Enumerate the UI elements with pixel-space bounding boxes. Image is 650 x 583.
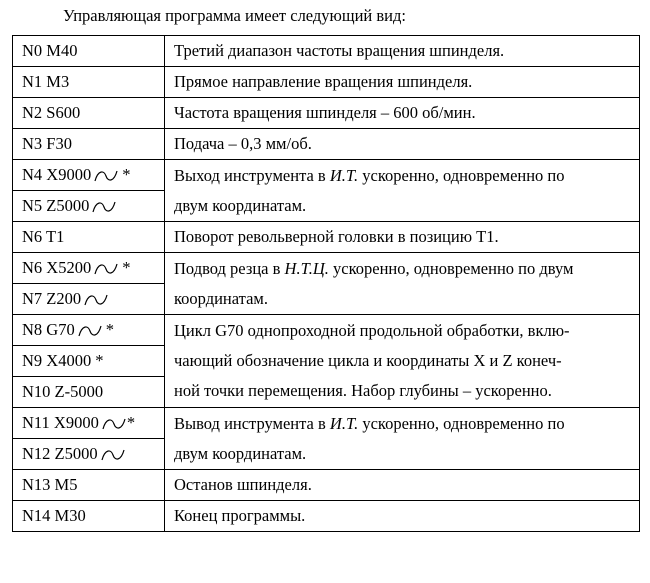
table-row <box>13 315 640 346</box>
rapid-move-icon <box>101 448 125 462</box>
desc-text: ускоренно, одновременно по <box>358 413 565 433</box>
description-cell: Конец программы. <box>165 501 640 532</box>
code-cell <box>13 346 165 377</box>
code-cell: N2 S600 <box>13 98 165 129</box>
star-mark: * <box>122 165 131 184</box>
code-cell: N10 Z-5000 <box>13 377 165 408</box>
code-cell: N13 M5 <box>13 470 165 501</box>
intro-text: Управляющая программа имеет следующий вид: <box>63 6 406 25</box>
code-cell <box>13 439 165 470</box>
rapid-move-icon <box>78 324 102 338</box>
code-text: N6 X5200 <box>22 258 92 277</box>
table-row <box>13 160 640 191</box>
star-mark: * <box>122 258 131 277</box>
desc-text: двум координатам. <box>174 443 307 463</box>
code-cell <box>13 253 165 284</box>
code-cell <box>13 191 165 222</box>
desc-emphasis: И.Т. <box>329 165 359 185</box>
code-cell <box>13 408 165 439</box>
code-cell: N1 M3 <box>13 67 165 98</box>
description-cell: Третий диапазон частоты вращения шпинделя. <box>165 36 640 67</box>
code-text: N5 Z5000 <box>22 196 90 215</box>
description-cell: Прямое направление вращения шпинделя. <box>165 67 640 98</box>
description-cell <box>165 408 640 470</box>
table-row <box>13 408 640 439</box>
description-cell: Подача – 0,3 мм/об. <box>165 129 640 160</box>
table-row <box>13 253 640 284</box>
rapid-move-icon <box>102 417 126 431</box>
star-mark: * <box>95 351 104 370</box>
code-cell: N3 F30 <box>13 129 165 160</box>
desc-emphasis: И.Т. <box>329 413 359 433</box>
rapid-move-icon <box>94 262 118 276</box>
desc-text: Выход инструмента в <box>174 165 330 185</box>
code-cell <box>13 284 165 315</box>
table-row <box>13 129 640 160</box>
desc-text: ускоренно, одновременно по двум <box>328 258 574 278</box>
desc-text: ной точки перемещения. Набор глубины – ускоренно. <box>174 381 552 400</box>
desc-text: двум координатам. <box>174 195 307 215</box>
code-text: N4 X9000 <box>22 165 92 184</box>
code-cell: N14 M30 <box>13 501 165 532</box>
desc-text: ускоренно, одновременно по <box>358 165 565 185</box>
code-text: N12 Z5000 <box>22 444 98 463</box>
description-cell <box>165 253 640 315</box>
desc-text: Вывод инструмента в <box>174 413 330 433</box>
description-cell: Частота вращения шпинделя – 600 об/мин. <box>165 98 640 129</box>
code-text: N7 Z200 <box>22 289 82 308</box>
description-cell: Останов шпинделя. <box>165 470 640 501</box>
description-cell <box>165 315 640 408</box>
code-text: N11 X9000 <box>22 413 99 432</box>
table-row <box>13 67 640 98</box>
rapid-move-icon <box>94 169 118 183</box>
program-table <box>12 35 640 532</box>
desc-text: Подвод резца в <box>174 258 285 278</box>
desc-emphasis: Н.Т.Ц. <box>284 258 329 278</box>
star-mark: * <box>105 320 114 339</box>
table-row <box>13 222 640 253</box>
table-row <box>13 98 640 129</box>
description-cell <box>165 160 640 222</box>
desc-text: Цикл G70 однопроходной продольной обработки, вклю- <box>174 321 570 340</box>
code-text: N8 G70 <box>22 320 75 339</box>
code-cell: N0 M40 <box>13 36 165 67</box>
table-row <box>13 470 640 501</box>
rapid-move-icon <box>84 293 108 307</box>
star-mark: * <box>126 413 136 432</box>
rapid-move-icon <box>92 200 116 214</box>
desc-text: координатам. <box>174 288 268 308</box>
code-cell: N6 T1 <box>13 222 165 253</box>
table-row <box>13 36 640 67</box>
code-cell <box>13 315 165 346</box>
table-row <box>13 501 640 532</box>
description-cell: Поворот револьверной головки в позицию Т1. <box>165 222 640 253</box>
code-text: N9 X4000 <box>22 351 92 370</box>
desc-text: чающий обозначение цикла и координаты X и Z конеч- <box>174 351 562 370</box>
code-cell <box>13 160 165 191</box>
